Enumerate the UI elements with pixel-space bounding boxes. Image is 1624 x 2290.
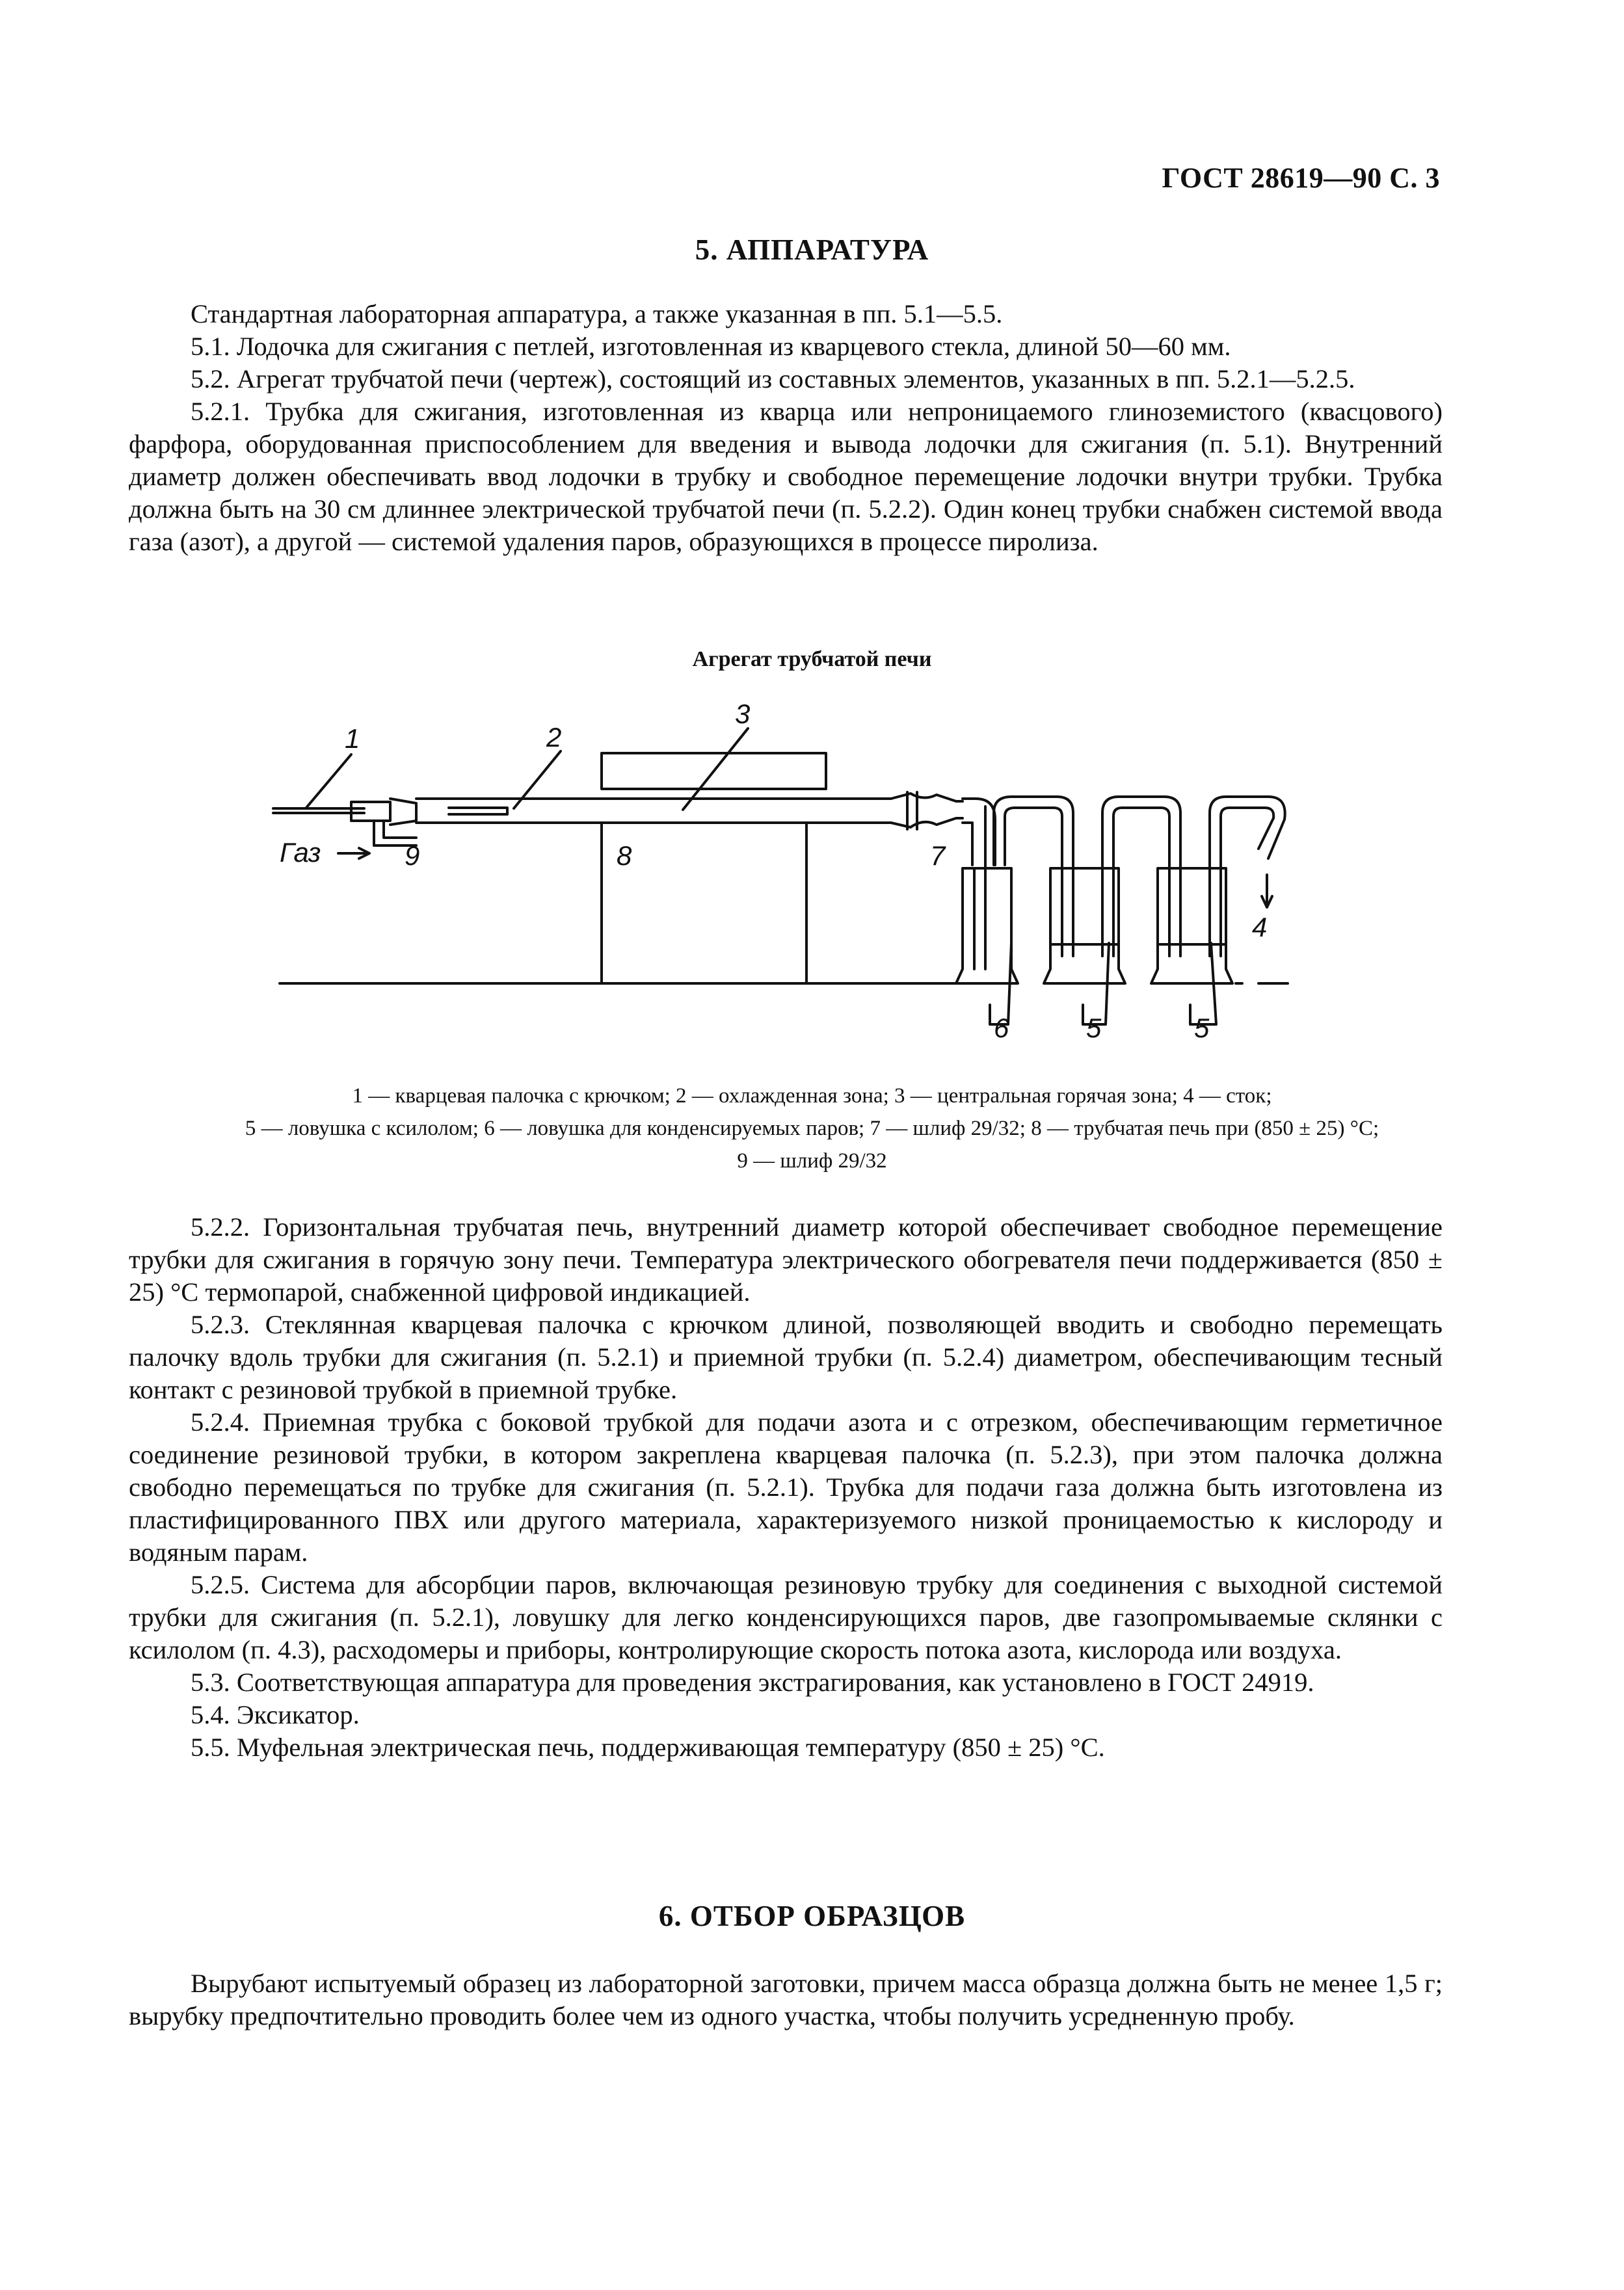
label-9: 9 <box>405 840 420 871</box>
paragraph: 5.4. Эксикатор. <box>191 1700 360 1729</box>
outlet-joint <box>891 818 963 827</box>
outlet-joint <box>891 793 963 801</box>
connector-tube <box>1113 808 1169 956</box>
label-8: 8 <box>617 840 632 871</box>
paragraph: 5.2.1. Трубка для сжигания, изготовленная из кварца или непроницаемого глиноземистого (квасцового) фарфора, оборудованная приспособлением для введения и вывода лодочки для сжигания (п. 5.1). Внутренний диаметр должен обеспечивать ввод лодочки в трубку и свободное перемещение лодочки внутри трубки. Трубка должна быть на 30 см длиннее электрической трубчатой печи (п. 5.2.2). Один конец трубки снабжен системой ввода газа (азот), а другой — системой удаления паров, образующихся в процессе пиролиза. <box>129 397 1443 556</box>
label-7: 7 <box>930 840 946 871</box>
label-2: 2 <box>546 722 562 752</box>
label-1: 1 <box>345 723 360 754</box>
caption-line: 1 — кварцевая палочка с крючком; 2 — охлажденная зона; 3 — центральная горячая зона; 4 — сток; <box>352 1084 1272 1108</box>
connector-tube <box>1005 808 1062 956</box>
boat-marker <box>449 808 507 814</box>
caption-line: 9 — шлиф 29/32 <box>737 1149 887 1173</box>
label-6: 6 <box>994 1013 1009 1043</box>
leader-1 <box>306 754 351 808</box>
section-6-title: 6. ОТБОР ОБРАЗЦОВ <box>658 1900 966 1932</box>
paragraph: Стандартная лабораторная аппаратура, а также указанная в пп. 5.1—5.5. <box>191 299 1003 328</box>
page-header: ГОСТ 28619—90 С. 3 <box>1162 162 1440 194</box>
paragraph: 5.1. Лодочка для сжигания с петлей, изготовленная из кварцевого стекла, длиной 50—60 мм. <box>191 332 1231 361</box>
label-3: 3 <box>735 699 751 729</box>
paragraph: 5.2.2. Горизонтальная трубчатая печь, внутренний диаметр которой обеспечивает свободное перемещение трубки для сжигания в горячую зону печи. Температура электрического обогревателя печи поддерживается (850 ± 25) °С термопарой, снабженной цифровой индикацией. <box>129 1212 1443 1307</box>
section-5-title: 5. АППАРАТУРА <box>695 233 929 266</box>
furnace-diagram <box>0 0 1624 1067</box>
trap-6-inner <box>974 806 985 969</box>
paragraph: 5.2.4. Приемная трубка с боковой трубкой для подачи азота и с отрезком, обеспечивающим герметичное соединение резиновой трубки, в котором закреплена кварцевая палочка (п. 5.2.3), при этом палочка должна свободно перемещаться по трубке для сжигания (п. 5.2.1). Трубка для подачи газа должна быть изготовлена из пластифицированного ПВХ или другого материала, характеризуемого низкой проницаемостью к кислороду и водяным парам. <box>129 1407 1443 1567</box>
paragraph: 5.2.3. Стеклянная кварцевая палочка с крючком длиной, позволяющей вводить и свободно перемещать палочку вдоль трубки для сжигания (п. 5.2.1) и приемной трубки (п. 5.2.4) диаметром, обеспечивающим тесный контакт с резиновой трубкой в приемной трубке. <box>129 1310 1443 1404</box>
receiver-joint <box>390 799 416 825</box>
label-gas: Газ <box>280 837 321 868</box>
section-6-body <box>129 1967 1443 2032</box>
label-5b: 5 <box>1194 1013 1210 1043</box>
paragraph: 5.3. Соответствующая аппаратура для проведения экстрагирования, как установлено в ГОСТ 24919. <box>191 1668 1314 1697</box>
combustion-tube <box>416 799 891 823</box>
paragraph: 5.2.5. Система для абсорбции паров, включающая резиновую трубку для соединения с выходной системой трубки для сжигания (п. 5.2.1), ловушку для легко конденсирующихся паров, две газопромываемые склянки с ксилолом (п. 4.3), расходомеры и приборы, контролирующие скорость потока азота, кислорода или воздуха. <box>129 1570 1443 1664</box>
elbow-tube <box>963 799 995 865</box>
label-5a: 5 <box>1086 1013 1102 1043</box>
paragraph: Вырубают испытуемый образец из лабораторной заготовки, причем масса образца должна быть не менее 1,5 г; вырубку предпочтительно проводить более чем из одного участка, чтобы получить усредненную пробу. <box>129 1969 1443 2030</box>
furnace-body <box>602 823 806 983</box>
paragraph: 5.2. Агрегат трубчатой печи (чертеж), состоящий из составных элементов, указанных в пп. 5.2.1—5.2.5. <box>191 364 1355 393</box>
figure-title: Агрегат трубчатой печи <box>692 647 932 671</box>
paragraph: 5.5. Муфельная электрическая печь, поддерживающая температуру (850 ± 25) °С. <box>191 1733 1105 1762</box>
trap-6 <box>956 868 1018 983</box>
label-4: 4 <box>1252 912 1268 942</box>
section-5-continued <box>129 1211 1443 1764</box>
figure-caption <box>78 1080 1546 1177</box>
caption-line: 5 — ловушка с ксилолом; 6 — ловушка для конденсируемых паров; 7 — шлиф 29/32; 8 — трубчатая печь при (850 ± 25) °С; <box>245 1117 1379 1140</box>
receiver-tube <box>351 802 390 821</box>
